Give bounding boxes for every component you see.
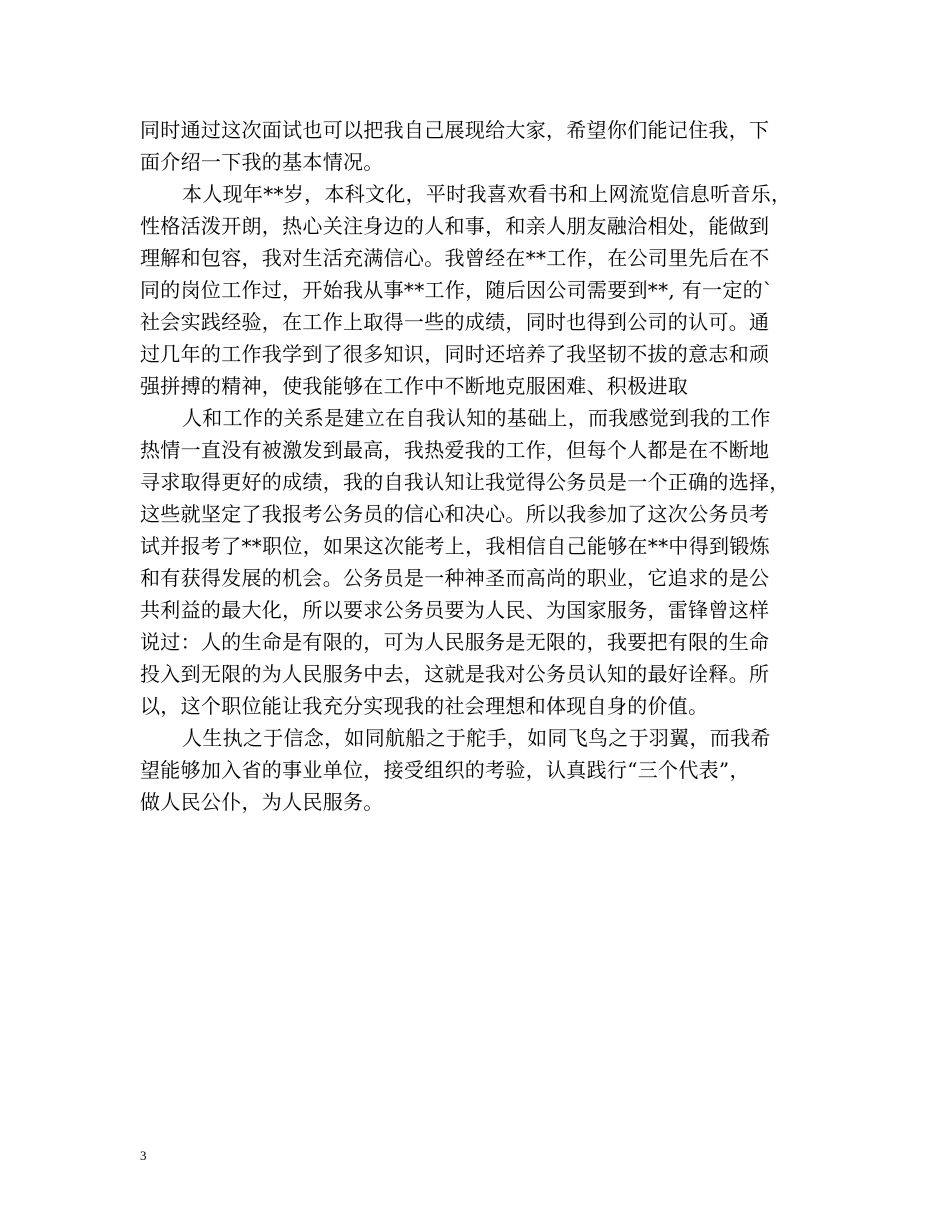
text-line: 性格活泼开朗，热心关注身边的人和事，和亲人朋友融洽相处，能做到 [140,214,770,238]
text-line: 以，这个职位能让我充分实现我的社会理想和体现自身的价值。 [140,694,709,718]
text-line: 和有获得发展的机会。公务员是一种神圣而高尚的职业，它追求的是公 [140,566,770,590]
text-line: 寻求取得更好的成绩，我的自我认知让我觉得公务员是一个正确的选择， [140,470,790,494]
body-text [140,114,812,818]
text-line: 说过：人的生命是有限的，可为人民服务是无限的，我要把有限的生命 [140,630,770,654]
text-line: 强拼搏的精神，使我能够在工作中不断地克服困难、积极进取 [140,374,689,398]
text-line: 过几年的工作我学到了很多知识，同时还培养了我坚韧不拔的意志和顽 [140,342,770,366]
paragraph-2 [140,178,812,402]
text-line: 望能够加入省的事业单位，接受组织的考验，认真践行“三个代表”， [140,758,750,782]
text-line: 共利益的最大化，所以要求公务员要为人民、为国家服务，雷锋曾这样 [140,598,770,622]
text-line: 热情一直没有被激发到最高，我热爱我的工作，但每个人都是在不断地 [140,438,770,462]
page-number: 3 [140,1148,147,1163]
text-line: 面介绍一下我的基本情况。 [140,150,384,174]
text-line: 投入到无限的为人民服务中去，这就是我对公务员认知的最好诠释。所 [140,662,770,686]
text-line: 做人民公仆，为人民服务。 [140,790,384,814]
text-line: 这些就坚定了我报考公务员的信心和决心。所以我参加了这次公务员考 [140,502,770,526]
text-line: 本人现年**岁，本科文化，平时我喜欢看书和上网流览信息听音乐， [182,182,792,206]
paragraph-4 [140,722,812,818]
paragraph-3 [140,402,812,722]
text-line: 人和工作的关系是建立在自我认知的基础上，而我感觉到我的工作 [182,406,771,430]
text-line: 人生执之于信念，如同航船之于舵手，如同飞鸟之于羽翼，而我希 [182,726,771,750]
text-line: 社会实践经验，在工作上取得一些的成绩，同时也得到公司的认可。通 [140,310,770,334]
text-line: 同的岗位工作过，开始我从事**工作，随后因公司需要到**, 有一定的` [140,278,774,302]
paragraph-1 [140,114,812,178]
text-line: 同时通过这次面试也可以把我自己展现给大家，希望你们能记住我，下 [140,118,770,142]
text-line: 理解和包容，我对生活充满信心。我曾经在**工作，在公司里先后在不 [140,246,770,270]
text-line: 试并报考了**职位，如果这次能考上，我相信自己能够在**中得到锻炼 [140,534,770,558]
